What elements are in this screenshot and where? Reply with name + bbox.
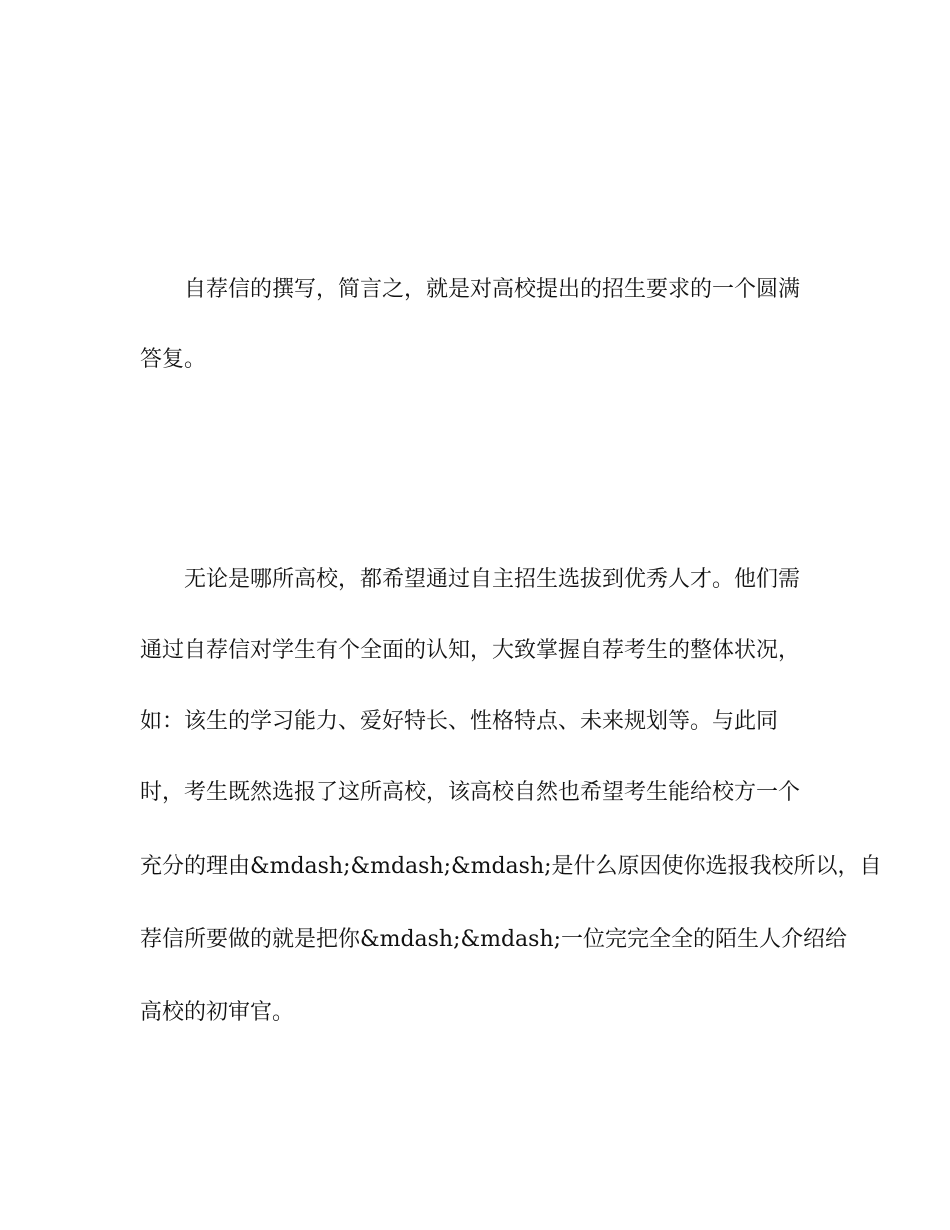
paragraph-line: 荐信所要做的就是把你&mdash;&mdash;一位完完全全的陌生人介绍给 [140,927,848,952]
paragraph-line: 时，考生既然选报了这所高校，该高校自然也希望考生能给校方一个 [140,780,801,805]
paragraph-line: 答复。 [140,347,207,372]
paragraph-line: 无论是哪所高校，都希望通过自主招生选拔到优秀人才。他们需 [184,567,801,592]
paragraph-line: 通过自荐信对学生有个全面的认知，大致掌握自荐考生的整体状况， [140,638,801,663]
paragraph-line: 自荐信的撰写，简言之，就是对高校提出的招生要求的一个圆满 [184,277,801,302]
paragraph-line: 高校的初审官。 [140,1000,295,1025]
paragraph-line: 如：该生的学习能力、爱好特长、性格特点、未来规划等。与此同 [140,709,779,734]
paragraph-line: 充分的理由&mdash;&mdash;&mdash;是什么原因使你选报我校所以，自 [140,854,882,879]
